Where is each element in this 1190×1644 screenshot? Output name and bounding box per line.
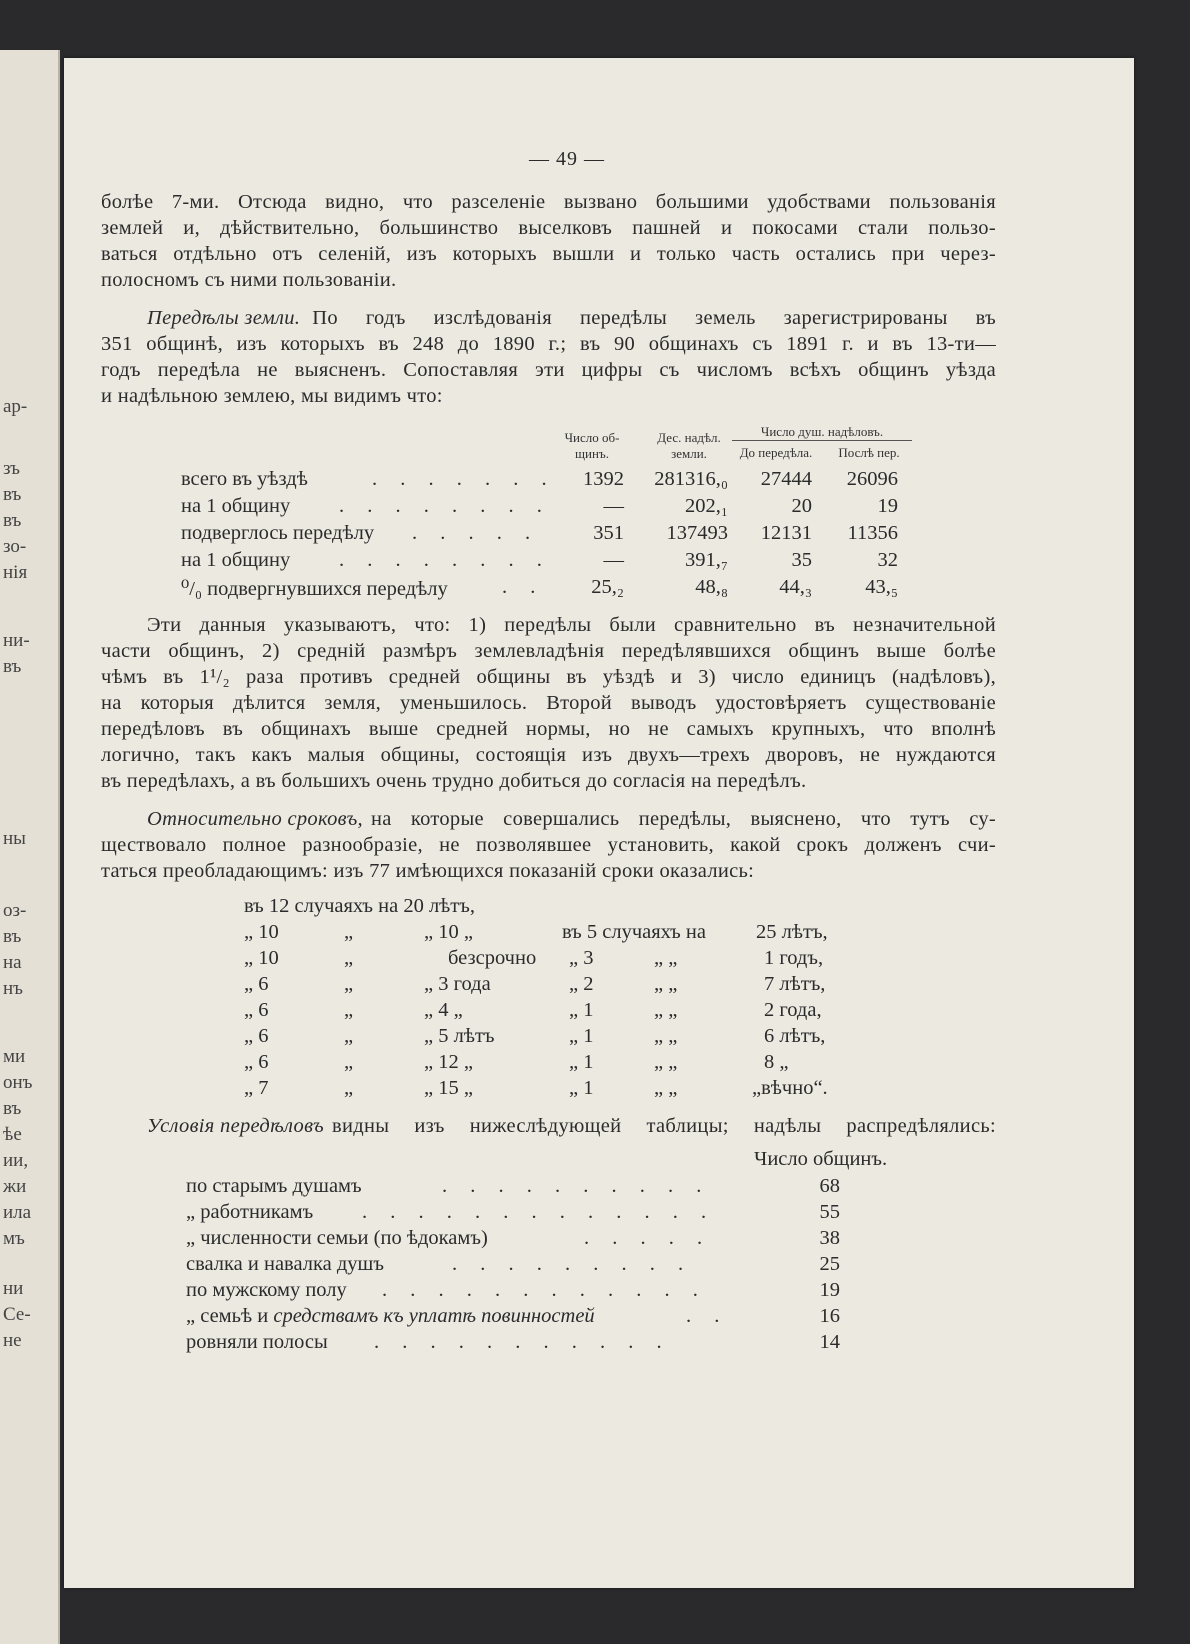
margin-fragment: въ [3,926,22,947]
table-cell: „ 2 [569,973,594,995]
paragraph-line: и надѣльною землею, мы видимъ что: [101,385,443,407]
margin-fragment: ни [3,1278,24,1299]
margin-fragment: въ [3,484,22,505]
margin-fragment: въ [3,656,22,677]
table-cell: „ 1 [569,1025,594,1047]
margin-fragment: ии, [3,1150,29,1171]
table-cell: „ „ [654,999,678,1021]
table-cell: 44,₃ [779,576,812,598]
leader-dots: . . . . . . . [372,468,556,490]
paragraph-line: логично, такъ какъ малыя общины, состоящія изъ двухъ—трехъ дворовъ, не нуждаются [101,744,996,766]
table-cell: „ 7 [244,1077,269,1099]
table-row-label: на 1 общину [181,495,291,517]
table-cell: 11356 [847,522,898,544]
paragraph-line: въ передѣлахъ, а въ большихъ очень трудно добиться до согласія на передѣлъ. [101,770,807,792]
book-page [64,58,1134,1588]
margin-fragment: нъ [3,978,23,999]
table-cell: „ 3 [569,947,594,969]
margin-fragment: ни- [3,630,30,651]
table-cell: „ 10 [244,921,279,943]
table-cell: „ 6 [244,1051,269,1073]
table-cell: 48,₈ [695,576,728,598]
table-cell: 25,₂ [591,576,624,598]
table-cell: „ [344,1077,354,1099]
table-cell: 25 [819,1253,840,1275]
table-cell: 12131 [760,522,812,544]
table-row-label: всего въ уѣздѣ [181,468,308,490]
table-cell: „ 6 [244,999,269,1021]
table-cell: 27444 [760,468,812,490]
table-cell: „ 3 года [424,973,491,995]
table-cell: 2 года, [764,999,822,1021]
column-header: Послѣ пер. [838,445,900,460]
table-cell: 55 [819,1201,840,1223]
leader-dots: . . . . . . . . . . . . [382,1279,707,1301]
paragraph-line: годъ передѣла не выясненъ. Сопоставляя эти цифры съ числомъ всѣхъ общинъ уѣзда [101,359,996,381]
table-cell: „ „ [654,947,678,969]
table-cell: 32 [877,549,898,571]
margin-fragment: на [3,952,22,973]
table-cell: 8 „ [764,1051,789,1073]
table-cell: 137493 [666,522,728,544]
table-cell: 38 [819,1227,840,1249]
table-cell: „ 5 лѣтъ [424,1025,495,1047]
table-cell: 351 [593,522,624,544]
margin-fragment: ны [3,828,26,849]
table-row-label: свалка и навалка душъ [186,1253,384,1275]
paragraph-line: ваться отдѣльно отъ селеній, изъ которыхъ вышли и только часть остались при через- [101,243,996,265]
margin-fragment: зо- [3,536,27,557]
table-cell: въ 5 случаяхъ на [562,921,706,943]
paragraph-line: части общинъ, 2) средній размѣръ землевладѣнія передѣлявшихся общинъ выше болѣе [101,640,996,662]
table-row-label: по старымъ душамъ [186,1175,362,1197]
margin-fragment: ар- [3,396,28,417]
section-heading: Передѣлы земли. [147,307,301,329]
leader-dots: . . . . . . . . [339,495,551,517]
section-heading: Относительно сроковъ, [147,808,363,830]
table-cell: 7 лѣтъ, [764,973,826,995]
table-cell: „ [344,921,354,943]
table-cell: „ 10 [244,947,279,969]
table-cell: „ [344,1051,354,1073]
leader-dots: . . . . . . . . . . . . . [362,1201,716,1223]
paragraph-line: Относительно сроковъ, на которые совершались передѣлы, выяснено, что тутъ су- [147,808,996,830]
table-cell: „ 1 [569,1051,594,1073]
leader-dots: . . . . . . . . [339,549,551,571]
leader-dots: . . [502,576,545,598]
paragraph-line: чѣмъ въ 1¹/₂ раза противъ средней общины въ уѣздѣ и 3) число единицъ (надѣловъ), [101,666,996,688]
table-cell: 25 лѣтъ, [756,921,828,943]
margin-fragment: зъ [3,458,21,479]
table-cell: 35 [791,549,812,571]
table-cell: 26096 [846,468,898,490]
table-cell: „ [344,973,354,995]
margin-fragment: ила [3,1202,32,1223]
previous-page-edge [0,50,60,1644]
table-cell: „ 6 [244,973,269,995]
paragraph-line: землей и, дѣйствительно, большинство выселковъ пашней и покосами стали пользо- [101,217,996,239]
margin-fragment: мъ [3,1228,25,1249]
table-row-label: на 1 общину [181,549,291,571]
table-cell: „ [344,947,354,969]
leader-dots: . . . . . . . . . . . [374,1331,671,1353]
table-cell: „ [344,1025,354,1047]
leader-dots: . . [686,1305,729,1327]
margin-fragment: нія [3,562,28,583]
leader-dots: . . . . . . . . . . [442,1175,711,1197]
table-cell: — [603,549,624,571]
table-cell: 6 лѣтъ, [764,1025,826,1047]
margin-fragment: ми [3,1046,26,1067]
table-cell: 391,₇ [684,549,728,571]
table-cell: „вѣчно“. [752,1077,828,1099]
table-cell: 281316,₀ [654,468,728,490]
table-cell: „ 10 „ [424,921,473,943]
table-cell: „ 12 „ [424,1051,473,1073]
column-header: Дес. надѣл. земли. [657,430,721,461]
paragraph-line: таться преобладающимъ: изъ 77 имѣющихся показаній сроки оказались: [101,860,755,882]
table-cell: — [603,495,624,517]
table-cell: „ „ [654,973,678,995]
table-row-label: „ численности семьи (по ѣдокамъ) [186,1227,488,1249]
table-cell: 20 [791,495,812,517]
table-cell: 19 [877,495,898,517]
column-header: Число об- щинъ. [564,430,620,461]
table-cell: 43,₅ [865,576,898,598]
margin-fragment: не [3,1330,22,1351]
table-cell: 16 [819,1305,840,1327]
section-heading: Условія передѣловъ [147,1115,324,1137]
table-row-label: ровняли полосы [186,1331,328,1353]
table-cell: 68 [819,1175,840,1197]
table-cell: „ 1 [569,1077,594,1099]
table-cell: „ [344,999,354,1021]
leader-dots: . . . . . [412,522,540,544]
table-cell: „ „ [654,1025,678,1047]
paragraph-line: Передѣлы земли. По годъ изслѣдованія передѣлы земель зарегистрированы въ [147,307,996,329]
table-cell: 1392 [583,468,624,490]
column-header: Число общинъ. [754,1148,888,1170]
table-row-label: подверглось передѣлу [181,522,375,544]
margin-fragment: ѣе [3,1124,22,1145]
paragraph-line: 351 общинѣ, изъ которыхъ въ 248 до 1890 г.; въ 90 общинахъ съ 1891 г. и въ 13-ти— [101,333,996,355]
paragraph-line: Условія передѣловъ видны изъ нижеслѣдующей таблицы; надѣлы распредѣлялись: [147,1115,996,1137]
paragraph-line: на которыя дѣлится земля, уменьшилось. Второй выводъ удостовѣряетъ существованіе [101,692,996,714]
leader-dots: . . . . . [584,1227,712,1249]
table-cell: „ 6 [244,1025,269,1047]
table-cell: 14 [819,1331,840,1353]
table-cell: 202,₁ [684,495,728,517]
margin-fragment: въ [3,510,22,531]
margin-fragment: жи [3,1176,27,1197]
table-cell: „ 1 [569,999,594,1021]
table-row-label: по мужскому полу [186,1279,347,1301]
margin-fragment: оз- [3,900,27,921]
table-cell: 1 годъ, [764,947,824,969]
table-cell: безсрочно [448,947,537,969]
paragraph-line: Эти данныя указываютъ, что: 1) передѣлы были сравнительно въ незначительной [147,614,996,636]
table-row-label: „ работникамъ [186,1201,314,1223]
paragraph-line: болѣе 7-ми. Отсюда видно, что разселеніе вызвано большими удобствами пользованія [101,191,996,213]
table-cell: „ 15 „ [424,1077,473,1099]
table-cell: 19 [819,1279,840,1301]
table-row-label: „ семьѣ и средствамъ къ уплатѣ повинностей [186,1305,595,1327]
margin-fragment: Се- [3,1304,31,1325]
margin-fragment: онъ [3,1072,33,1093]
column-header: До передѣла. [739,445,813,460]
paragraph-line: передѣловъ въ общинахъ выше средней нормы, но не самыхъ крупныхъ, что вполнѣ [101,718,996,740]
table-cell: „ „ [654,1051,678,1073]
table-cell: „ 4 „ [424,999,463,1021]
table-cell: „ „ [654,1077,678,1099]
page-number: — 49 — [529,148,605,170]
column-group-header: Число душ. надѣловъ. [732,424,912,441]
paragraph-line: ществовало полное разнообразіе, не позволявшее установить, какой срокъ долженъ счи- [101,834,996,856]
table-cell: въ 12 случаяхъ на 20 лѣтъ, [244,895,475,917]
leader-dots: . . . . . . . . . [452,1253,693,1275]
margin-fragment: въ [3,1098,22,1119]
table-row-label: ⁰/₀ подвергнувшихся передѣлу [181,578,448,600]
paragraph-line: полосномъ съ ними пользованіи. [101,269,397,291]
